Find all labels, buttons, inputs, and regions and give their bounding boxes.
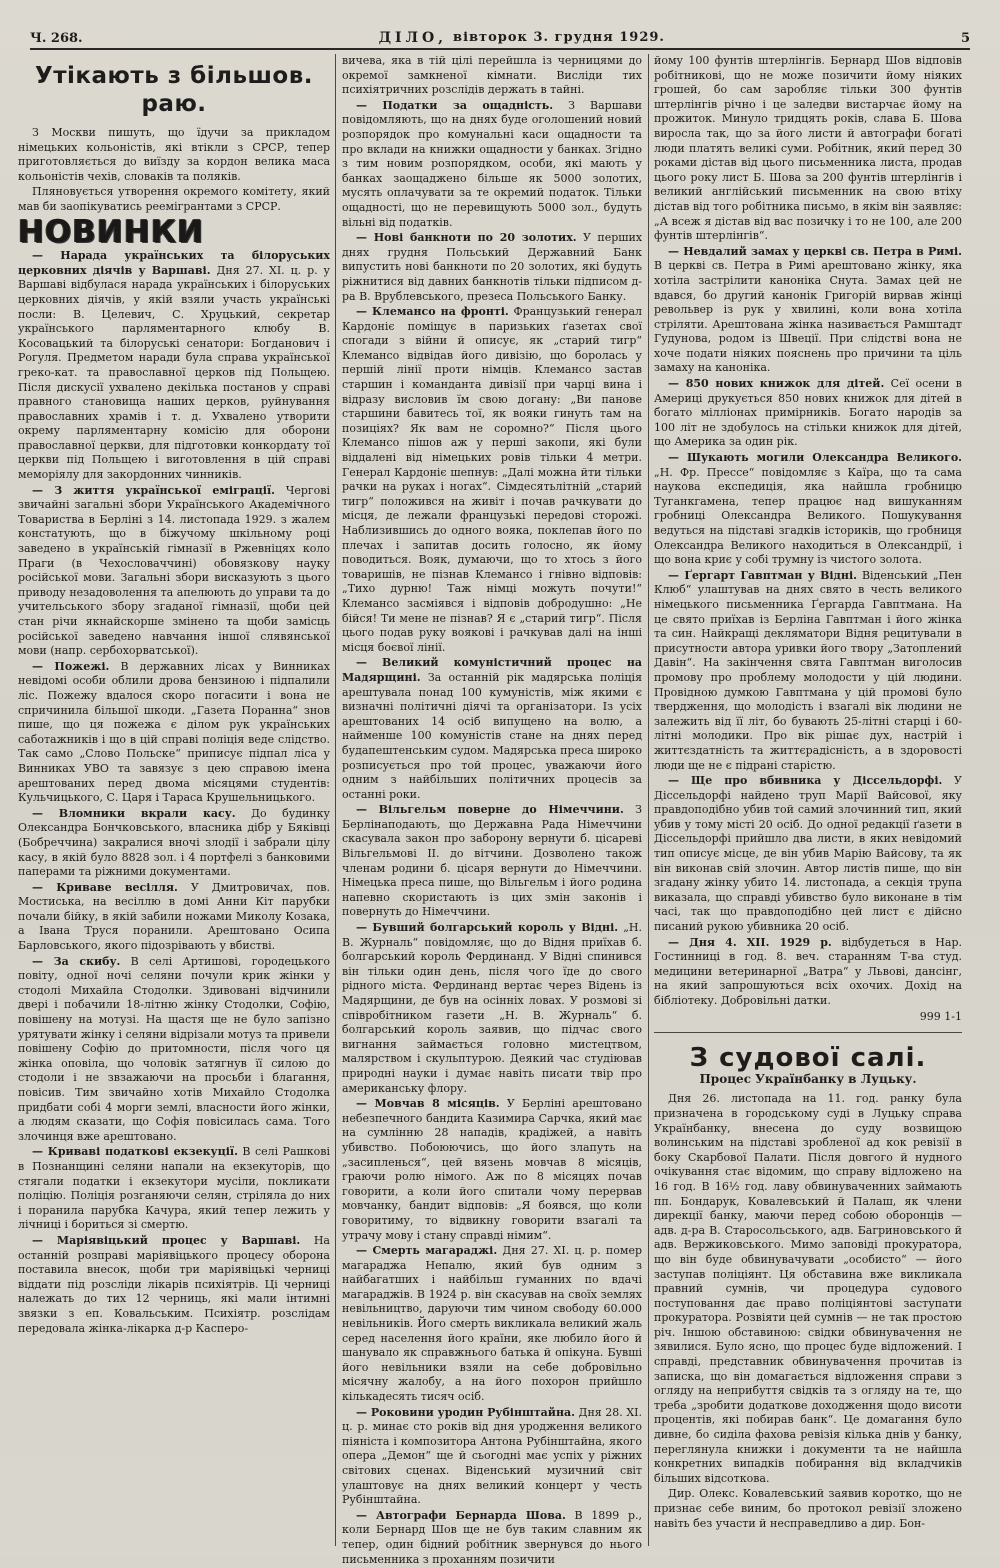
court-paragraph: Дир. Олекс. Ковалевський заявив коротко, що не признає себе виним, бо протокол ревізії зложено навіть без участи й несправедливо а дир. Бон- [654, 1487, 962, 1530]
paper-name: ДІЛО, [378, 30, 448, 46]
news-item-body: „Н. В. Журналь“ повідомляє, що до Відня приїхав б. болгарський король Фердинанд. У Відні спинився він тільки один день, після чого їде до свого рідного міста. Фердинанд вертає через Відень із Мадярщини, де був на осінніх ловах. У розмові зі співробітником газети „Н. В. Журналь“ б. болгарський король заявив, що підчас свого вигнання займається головно мистецтвом, малярством і скульптурою. Деякий час студіював природні науки і думає навіть писати твір про американську флору. [342, 921, 642, 1095]
section-heading-court: З судової салі. [689, 1043, 927, 1074]
continued-paragraph: вичева, яка в тій цілі перейшла із черницями до окремої замкненої кімнати. Висліди тих психіятричних розслідів держать в тайні. [342, 54, 642, 97]
court-subtitle: Процес Українбанку в Луцьку. [699, 1071, 917, 1086]
section-divider [654, 1032, 962, 1033]
news-item-body: Чергові звичайні загальні збори Українського Академічного Товариства в Берліні з 14. листопада 1929. з жалем констатують, що в біжучому шкільному році заведено в українській гімназії в Ржевніцях коло Праги (в Чехословаччині) обовязкову науку російської мови. Загальні збори висказують з цього приводу незадоволення та апелюють до управи та до учительського збору згаданої гімназії, щоби цей стан річи якнайскорше змінено та щоби замісць російської заведено навчання іншої слявянської мови (напр. сербохорватської). [18, 483, 330, 658]
issue-date: вівторок 3. грудня 1929. [453, 30, 665, 45]
news-item-title: — Маріявіцький процес у Варшаві. [32, 1233, 301, 1247]
news-item-title: — Ґергарт Гавптман у Відні. [668, 568, 857, 582]
news-item-title: — Пожежі. [32, 659, 110, 673]
news-item [654, 569, 962, 773]
masthead [30, 22, 970, 50]
news-item-title: — Криваві податкові екзекуції. [32, 1145, 238, 1159]
news-item-title: — Вільгельм поверне до Німеччини. [356, 803, 624, 817]
news-item [342, 231, 642, 304]
masthead-center [379, 30, 665, 46]
news-item-body: В 1899 р., коли Бернард Шов ще не був таким славним як тепер, один бідний робітник звернувся до нього письменника з проханням позичити [342, 1508, 643, 1566]
news-item [342, 99, 642, 230]
news-item [342, 1244, 642, 1405]
column-3 [654, 54, 962, 1546]
news-item [342, 1509, 642, 1567]
news-item-title: — Шукають могили Олександра Великого. [668, 451, 962, 465]
news-item [654, 377, 962, 450]
news-item [18, 955, 330, 1145]
news-item-body: У Берліні арештовано небезпечного бандита Казимира Сарчка, який має на сумлінню 28 нападів, крадіжей, а навіть убивство. Побоюючись, що його злапуть на „засипленься“, цей вязень мовчав 8 місяців, граючи ролю німого. Аж по 8 місяцях почав говорити, а коли його спитали чому перервав мовчанку, бандит відповів: „Я боявся, що коли говоритиму, то відвикну говорити взагалі та утрачу мову і стану справді німим“. [342, 1097, 643, 1242]
news-item-body: Віденський „Пен Клюб“ улаштував на днях свято в честь великого німецького письменника Ґергарда Гавптмана. На це свято приїхав із Берліна Гавптман і його жінка та син. Найкращі декляматори Відня рецитували в присутности автора уривки його твору „Затоплений Давін“. На закінчення свята Гавптман виголосив промову про проблему молодости у цій людини. Провідною думкою Гавптмана у цій промові було твердження, що молодість і взагалі вік людини не залежить від її літ, бо бувають 25-літні старці і 60-літні молодики. Про вік рішає дух, настрій і життєздатність та життєрадісність, а в здоровості люди ще не є підрані старістю. [654, 568, 962, 772]
news-item [654, 245, 962, 376]
news-item-body: „Н. Фр. Пpeсce“ повідомляє з Каїра, що та сама наукова експедиція, яка найшла гробницю Туганкгамена, тепер працює над вишуканням гробниці Олександра Великого. Пошукування ведуться на підставі згадків істориків, що гробниця Олександра Великого находиться в Олександрії, і що вона криє у собі трумну із чистого золота. [654, 465, 962, 567]
news-item-body: У Дмитровичах, пов. Мостиська, на весіллю в домі Анни Кіт парубки почали бійку, в якій забили ножами Миколу Козака, а Івана Труся поранили. Арештовано Осипа Барловського, якого підозрівають у вбистві. [18, 880, 330, 953]
news-item [342, 1097, 642, 1243]
news-item-body: З Варшави повідомляють, що на днях буде оголошений новий розпорядок про комунальні каси ощадности та про вклади на книжки ощадности у банках. Згідно з тим новим розпорядком, особи, які мають у банках заощаджено більше як 5000 золотих, мусять оплачувати за те окремий податок. Тільки ощадності, що не перевищують 5000 зол., будуть вільні від податків. [342, 98, 643, 229]
news-item-title: — Дня 4. ХІІ. 1929 р. [668, 935, 832, 949]
news-item-body: В державних лісах у Винниках невідомі особи облили дрова бензиною і підпалили ліс. Пожежу вдалося скоро погасити і вона не спричинила більшої шкоди. „Газета Поранна“ знов пише, що ця пожежа є ділом рук українських саботажників і що в цій справі поліція веде слідство. Так само „Слово Польске“ приписує підпал ліса у Винниках УВО та завязує з цею справою імена арештованих перед двома місяцями студентів: Кульчицького, С. Царя і Тараса Крушельницького. [18, 659, 331, 805]
news-item [342, 921, 642, 1096]
news-item-body: На останній розправі маріявіцького процесу оборона поставила внесок, щоби три маріявіцькі черниці віддати під розсліди лікарів психіятрів. Ці черниці належать до тих 12 черниць, які мали інтимні звязки з еп. Ковальським. Психіятр. розслідам передовала жінка-лікарка д-р Касперо- [18, 1233, 330, 1335]
news-item-title: — Роковини уродин Рубінштайна. [356, 1405, 575, 1419]
news-item [18, 807, 330, 880]
news-item-title: — Мовчав 8 місяців. [356, 1097, 500, 1111]
lead-headline: Утікають з більшов. раю. [34, 63, 314, 117]
column-rule [335, 54, 336, 1546]
news-item-body: В церкві св. Петра в Римі арештовано жінку, яка хотіла застрілити каноніка Снута. Замах цей не вдався, бо другий канонік Григорій вирвав жінці револьвер із рук у хвилині, коли вона хотіла стріляти. Арештована жінка називається Рамштадт Гудунова, родом із Швеції. При слідстві вона не хоче подати ніяких пояснень про причини та ціль замаху на каноніка. [654, 259, 962, 375]
news-item-body: До будинку Олександра Бончковського, власника дібр у Бяківці (Бобреччина) закралися вночі злодії і забрали цілу касу, в якій було 8828 зол. і 4 портфелі з банковими паперами та ріжними документами. [18, 806, 330, 879]
news-item [18, 881, 330, 954]
news-item-body: відбудеться в Нар. Гостинниці в год. 8. веч. старанням Т-ва студ. медицини ветеринарної „Ватра“ у Львові, дансінг, на який запрошуються всіх охочих. Дохід на бібліотеку. Добровільні датки. [654, 935, 962, 1007]
ad-code: 999 1-1 [919, 1009, 962, 1023]
news-item-body: Сеї осени в Америці друкується 850 нових книжок для дітей в богато мілліонах примірників. Богато народів за 100 літ не здобулось на стільки книжок для дітей, що Америка за один рік. [654, 377, 963, 449]
section-heading-news: НОВИНКИ [18, 213, 205, 250]
news-item-body: У перших днях грудня Польський Державний Банк випустить нові банкноти по 20 золотих, які будуть ріжнитися від давних банкнотів тільки підписом д-ра В. Врублевського, презеса Польського Банку. [342, 231, 643, 303]
news-item [654, 451, 962, 568]
news-item-body: З Берлінаподають, що Державна Рада Німеччини скасувала закон про заборону вернути б. цісареві Вільгельмові II. до вітчини. Дозволено також членам родини б. цісаря вернути до Німеччини. Німецька преса пише, що Вільгельм і його родина напевно скористають із цих змін законів і повернуть до Німеччини. [342, 803, 642, 919]
news-item-title: — За скибу. [32, 954, 121, 968]
news-item-body: У Діссельдорфі найдено труп Марії Вайсової, яку правдоподібно убив той самий злочинний тип, який убив у тому місті 20 осіб. До одної редакції ґазети в Діссельдорфі прийшло два листи, в яких невідомий тип описує місце, де він убив Марію Вайсову, та як він виконав свій злочин. Автор листів пише, що він згадану жінку убито 14. листопада, а секція трупа виказала, що справді убивство було виконане в тім часі, так що правдоподібно цей лист є дійсно писаний рукою убивника 20 осіб. [654, 774, 962, 934]
news-item [342, 1406, 642, 1508]
issue-number: Ч. 268. [30, 31, 83, 46]
news-item-body: Дня 27. ХІ. ц. р. у Варшаві відбулася нарада українських і білоруських церковних діячів, у якій взяли участь українські посли: В. Целевич, С. Хруцький, секретар українського парляментарного клюбу В. Косовацький та білоруські сенатори: Богданович і Рогуля. Предметом наради була справа української греко-кат. та православної церков під Польщею. Після дискусії ухвалено декілька постанов у справі правного становища наших церков, руйнування православних храмів і т. д. Ухвалено утворити окрему парляментарну комісію для оборони православної церкви, для підготовки конкордату тої церкви під Польщею і виготовлення в цій справі меморіялу для закордонних чинників. [18, 263, 330, 482]
news-item-title: — 850 нових книжок для дітей. [668, 377, 885, 391]
column-1 [18, 54, 330, 1546]
news-item [342, 305, 642, 655]
news-item-title: — Автографи Бернарда Шова. [356, 1508, 566, 1522]
column-rule [648, 54, 649, 1546]
news-item-title: — Клемансо на фронті. [356, 305, 509, 319]
news-item-body: В селі Рашкові в Познанщині селяни напали на екзекуторів, що стягали податки і екзекутори мусіли, покликати поліцію. Поліція розганяючи селян, стріляла до них і поранила парубка Качура, який тепер лежить у лічниці і бориться зі смертю. [18, 1145, 330, 1232]
continued-paragraph: йому 100 фунтів штерлінгів. Бернард Шов відповів робітникові, що не може позичити йому ніяких грошей, бо сам заробляє тільки 300 фунтів штерлінгів річно і це заледви вистарчає йому на прожиток. Минуло тридцять років, слава Б. Шова виросла так, що за його листи й автографи богаті люди платять великі суми. Робітник, який перед 30 роками дістав від цього письменника листа, продав цього року лист Б. Шова за 200 фунтів штерлінгів і великий англійський письменник на свою втіху дістав від того робітника письмо, в якім він заявляє: „А всеж я дістав від вас позичку і то не 100, але 200 фунтів штерлінгів“. [654, 54, 962, 243]
news-item-title: — Податки за ощадність. [356, 98, 554, 112]
news-item [342, 656, 642, 802]
news-item-title: — З життя української еміграції. [32, 483, 275, 497]
news-item-title: — Ще про вбивника у Діссельдорфі. [668, 774, 943, 788]
news-item-body: Дня 28. ХІ. ц. р. минає сто років від дня уродження великого піяніста і композитора Антона Рубінштайна, якого опера „Демон“ ще й сьогодні має успіх у ріжних світових сценах. Віденський музичний світ улаштовує на днях великий концерт у честь Рубінштайна. [342, 1405, 642, 1507]
news-item [342, 803, 642, 920]
page-number: 5 [960, 31, 970, 46]
news-item-body: За останній рік мадярська поліція арештувала понад 100 кумуністів, між якими є визначні політичні діячі та організатори. Із усіх арештованих 14 осіб випущено на волю, а найменше 100 комуністів стане на днях перед будапештенським судом. Мадярська преса широко розписується про той процес, уважаючи його одним з найбільших політичних процесів за останні роки. [342, 670, 643, 801]
news-item-title: — Невдалий замах у церкві св. Петра в Римі. [668, 244, 962, 258]
news-item [654, 936, 962, 1009]
column-2 [342, 54, 643, 1566]
news-item-title: — Великий комуністичний процес на Мадярщині. [342, 656, 642, 684]
news-item [18, 1145, 330, 1233]
news-item-title: — Криваве весілля. [32, 880, 178, 894]
news-item [18, 484, 330, 659]
news-item-title: — Нові банкноти по 20 золотих. [356, 231, 577, 245]
news-item-body: Дня 27. ХІ. ц. р. помер магараджа Непалю, який був одним з найбагатших і найбільш гуманних по вдачі магараджів. В 1924 р. він скасував на своїх землях невільництво, даруючи тим чином свободу 60.000 невільників. Його смерть викликала великий жаль серед населення його країни, яке любило його й шанувало як справжнього батька й опікуна. Бувші його невільники взяли на себе добровільно місячну жалобу, а на його похорон прийшло кількадесять тисяч осіб. [342, 1244, 642, 1404]
news-item [18, 249, 330, 483]
news-item [18, 1234, 330, 1336]
lead-paragraph: З Москви пишуть, що їдучи за прикладом німецьких кольоністів, які втікли з СРСР, тепер приготовляється до виїзду за кордон велика маса кольоністів чехів, словаків та поляків. [18, 126, 330, 183]
news-item-title: — Вломники вкрали касу. [32, 806, 236, 820]
news-item-title: — Бувший болгарський король у Відні. [356, 921, 619, 935]
news-item-body: Французький генерал Кардоніє поміщує в паризьких ґазетах свої спогади з війни й описує, як „старий тигр“ Клемансо відвідав його дивізію, що боролась у першій лінії проти німців. Клемансо застав старшин і команданта дивізії при чарці вина і відразу висловив їм свою догану: „Ви панове старшини бавитесь тої, як вояки гинуть там на позиціях? Як вам не соромно?“ Після цього Клемансо пішов аж у перші закопи, які були віддалені від німецьких ровів тільки 4 метри. Генерал Кардоніє шепнув: „Далі можна йти тільки рачки на руках і ногах“. Сімдесятьлітній „старий тигр“ положився на живіт і почав рачкувати до місця, де лежали французькі передові сторожі. Наблизившись до одного вояка, поклепав його по плечах і запитав досить голосно, як йому поводиться. Вояк, думаючи, що то хтось з його товаришів, не пізнав Клемансо і гнівно відповів: „Тихо дурню! Таж німці можуть почути!“ Клемансо засміявся і відповів добродушно: „Не бійся! Ти мене не пізнав? Я є „старий тигр“. Після цього подав руку воякові і рачкував далі на інші місця боєвої лінії. [342, 305, 642, 654]
news-item [654, 774, 962, 935]
lead-paragraph: Пляновується утворення окремого комітету, який мав би заопікуватись реемігрантами з СРСР. [18, 185, 330, 213]
news-item [18, 660, 330, 806]
news-item-body: В селі Артишові, городецького повіту, одної ночі селяни почули крик жінки у стодолі Михайла Стодолки. Здивовані відчинили двері і побачили 18-літню жінку Стодолки, Софію, повішену на мотузі. На щастя ще не було запізно урятувати жінку і селяни відрізали мотуз та привели повішену Софію до притомности, після чого ця жінка оповіла, що чоловік затягнув її силою до стодоли і не звзажаючи на просьби і благання, повісив. Тим звичайно хотів Михайло Стодолка придбати собі 4 морги землі, власности його жінки, а людям сказати, що Софія повісилась сама. Того злочинця вже арештовано. [18, 954, 330, 1143]
news-item-title: — Смерть магараджі. [356, 1244, 498, 1258]
court-paragraph: Дня 26. листопада на 11. год. ранку була призначена в городському суді в Луцьку справа Українбанку, внесена до суду возвищою волинським на підставі зробленої ад кок ревізії в боку Скарбової Палати. Після довгого й нудного очікування стає відомим, що справу відложено на 16 год. В 16½ год. лаву обвинуваченних займають пп. Бондарук, Ковалевський й Палаш, як члени дирекції банку, маючи перед собою оборонців — адв. д-ра В. Старосольського, адв. Багриновського й адв. Вержиковського. Мимо заповіді прокуратора, що він буде обвинувачувати „особисто“ — його заступав поліціянт. Ця обставина вже викликала правний сумнів, чи процедура судового поступовання дає право поліціянтові заступати прокуратора. Розвіяти цей сумнів — не так простою річ. Іншою обставиною: свідки обвинувачення не зявилися. Було ясно, що процес буде відложений. І справді, представник обвинувачення прочитав із записка, що він домагається відложення справи з огляду на неприбуття свідків та з огляду на те, що треба „зробити додаткове доходження щодо висоти процентів, які побирав банк“. Це домагання було дивне, бо сиділа фахова ревізія кілька днів у банку, переглянула книжки і документи та не найшла конкретних випадків побирання від вкладчиків більших відсоткова. [654, 1092, 962, 1485]
news-item-title: — Нарада українських та білоруських церковних діячів у Варшаві. [18, 249, 330, 277]
